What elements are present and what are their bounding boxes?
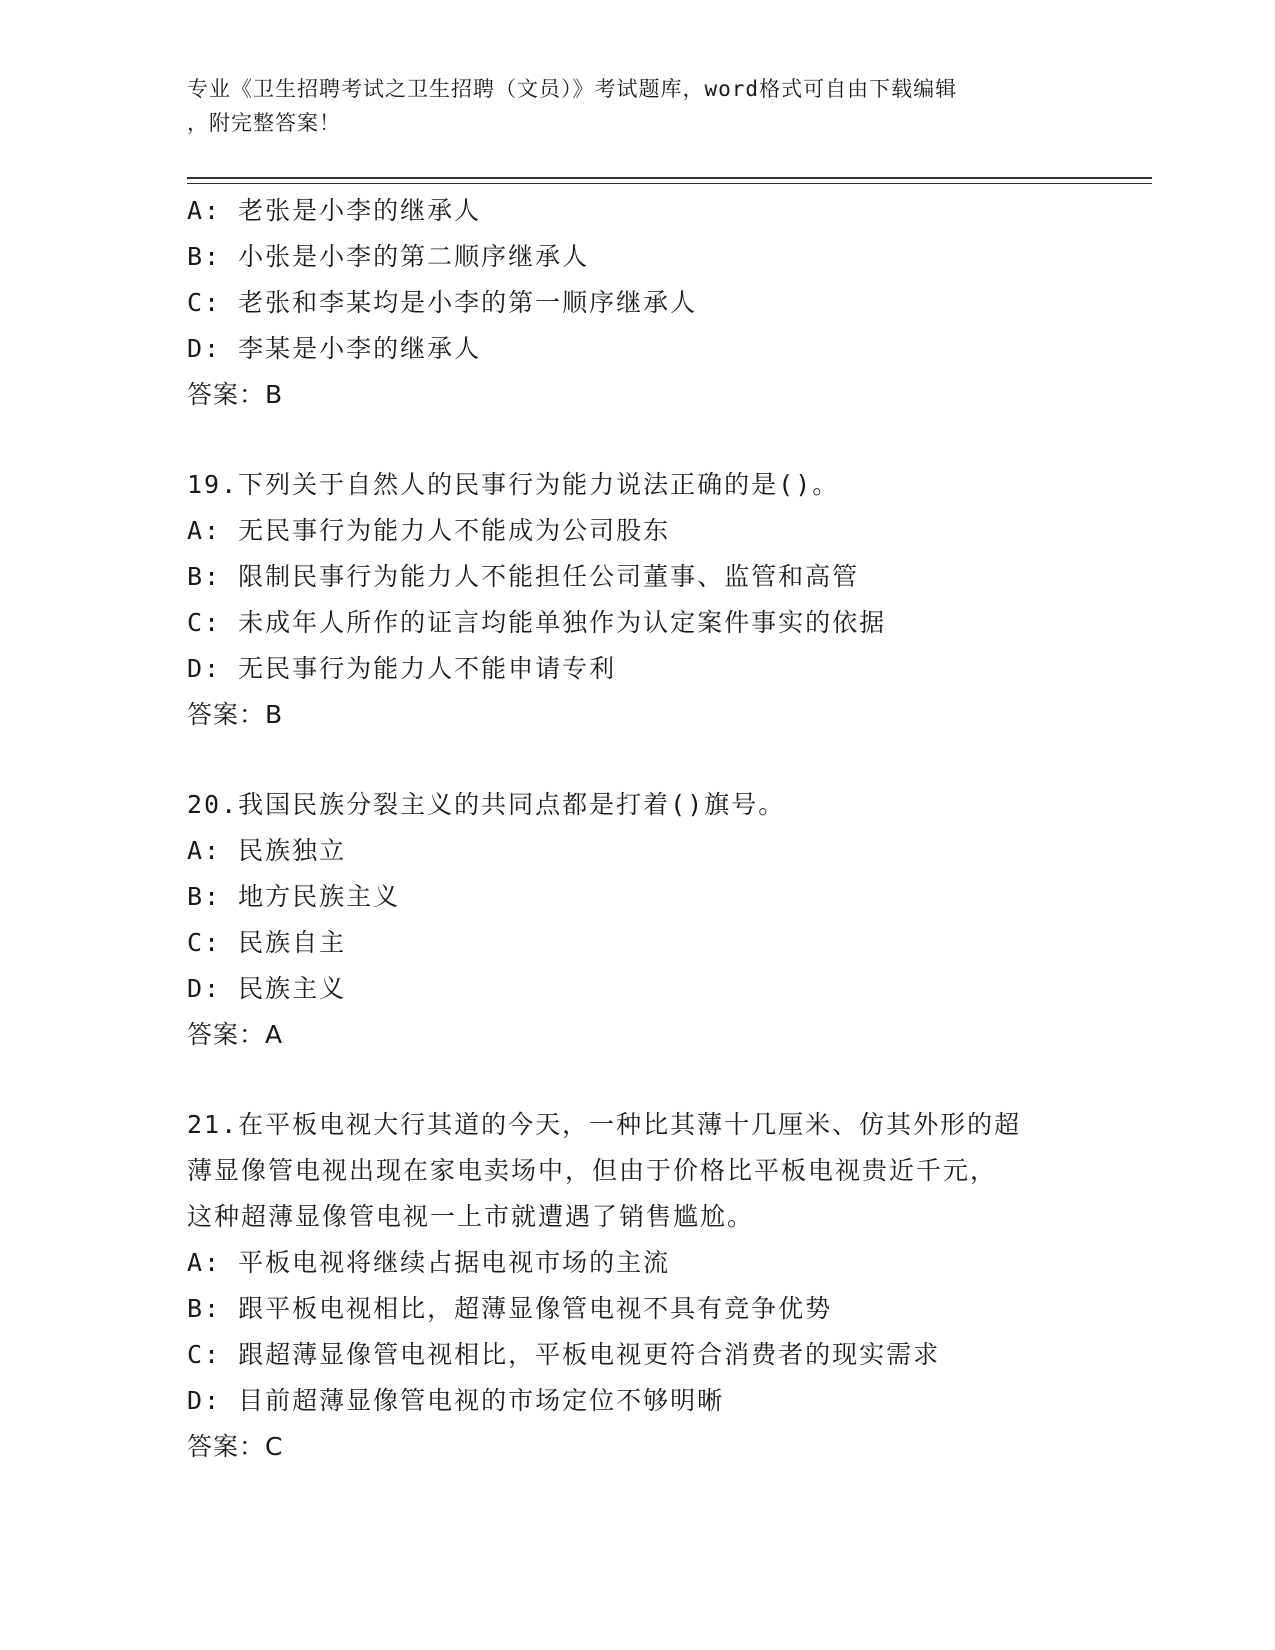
option-c: C: 跟超薄显像管电视相比，平板电视更符合消费者的现实需求 bbox=[187, 1340, 941, 1369]
question-18 bbox=[187, 188, 1107, 418]
option-a: A: 老张是小李的继承人 bbox=[187, 196, 482, 225]
option-c: C: 老张和李某均是小李的第一顺序继承人 bbox=[187, 288, 698, 317]
answer-line: 答案：A bbox=[187, 1020, 284, 1049]
question-text-line-1: 21.在平板电视大行其道的今天，一种比其薄十几厘米、仿其外形的超 bbox=[187, 1110, 1022, 1139]
header-divider-thick bbox=[187, 177, 1152, 179]
option-a: A: 民族独立 bbox=[187, 836, 347, 865]
option-a: A: 无民事行为能力人不能成为公司股东 bbox=[187, 516, 671, 545]
answer-line: 答案：B bbox=[187, 380, 284, 409]
answer-line: 答案：C bbox=[187, 1432, 284, 1461]
header-divider-thin bbox=[187, 183, 1152, 184]
answer-line: 答案：B bbox=[187, 700, 284, 729]
option-c: C: 未成年人所作的证言均能单独作为认定案件事实的依据 bbox=[187, 608, 887, 637]
spacer bbox=[187, 1058, 1107, 1102]
option-a: A: 平板电视将继续占据电视市场的主流 bbox=[187, 1248, 671, 1277]
option-b: B: 地方民族主义 bbox=[187, 882, 401, 911]
document-header bbox=[187, 72, 1067, 140]
option-d: D: 目前超薄显像管电视的市场定位不够明晰 bbox=[187, 1386, 725, 1415]
question-text: 19.下列关于自然人的民事行为能力说法正确的是()。 bbox=[187, 470, 840, 499]
question-20 bbox=[187, 782, 1107, 1058]
question-21 bbox=[187, 1102, 1107, 1470]
question-text: 20.我国民族分裂主义的共同点都是打着()旗号。 bbox=[187, 790, 786, 819]
header-line-1: 专业《卫生招聘考试之卫生招聘（文员）》考试题库，word格式可自由下载编辑 bbox=[187, 77, 958, 101]
option-d: D: 无民事行为能力人不能申请专利 bbox=[187, 654, 617, 683]
question-text-line-2: 薄显像管电视出现在家电卖场中，但由于价格比平板电视贵近千元， bbox=[187, 1156, 998, 1185]
header-line-2: ，附完整答案！ bbox=[187, 111, 341, 135]
option-b: B: 跟平板电视相比，超薄显像管电视不具有竞争优势 bbox=[187, 1294, 833, 1323]
option-d: D: 民族主义 bbox=[187, 974, 347, 1003]
option-b: B: 小张是小李的第二顺序继承人 bbox=[187, 242, 590, 271]
question-19 bbox=[187, 462, 1107, 738]
spacer bbox=[187, 418, 1107, 462]
option-d: D: 李某是小李的继承人 bbox=[187, 334, 482, 363]
question-text-line-3: 这种超薄显像管电视一上市就遭遇了销售尴尬。 bbox=[187, 1202, 755, 1231]
question-list bbox=[187, 188, 1107, 1470]
option-c: C: 民族自主 bbox=[187, 928, 347, 957]
option-b: B: 限制民事行为能力人不能担任公司董事、监管和高管 bbox=[187, 562, 860, 591]
spacer bbox=[187, 738, 1107, 782]
